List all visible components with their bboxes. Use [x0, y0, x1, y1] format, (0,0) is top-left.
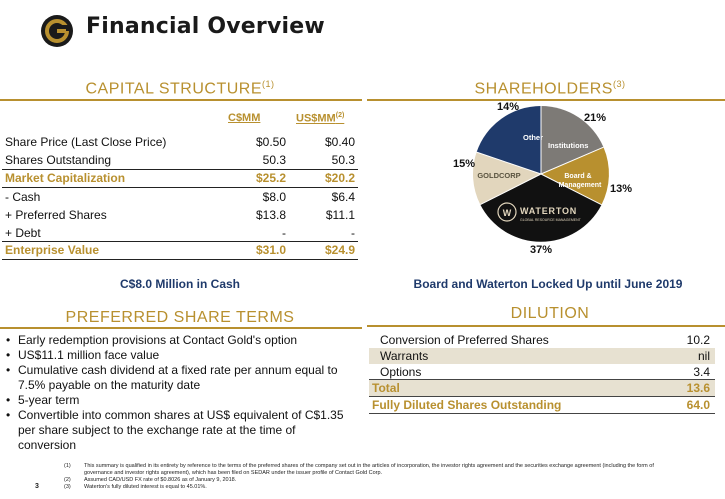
row-value: 10.2	[686, 333, 710, 347]
cad-value: 50.3	[262, 153, 286, 167]
usd-value: $24.9	[324, 243, 355, 257]
table-row	[369, 348, 715, 364]
table-row	[2, 224, 358, 242]
row-label: Fully Diluted Shares Outstanding	[372, 398, 562, 412]
slice-label-board: Board &	[564, 173, 592, 180]
capital-structure-rule	[0, 99, 362, 101]
table-row	[2, 133, 358, 151]
table-row	[369, 364, 715, 380]
slice-label-other: Other	[523, 133, 544, 142]
footnote: (3) Waterton's fully diluted interest is equal to 45.01%.	[64, 484, 207, 490]
cash-caption: C$8.0 Million in Cash	[119, 277, 241, 291]
preferred-terms-heading: PREFERRED SHARE TERMS	[65, 309, 295, 326]
pct-institutions: 21%	[584, 112, 607, 124]
divider	[369, 413, 715, 414]
list-item: • Cumulative cash dividend at a fixed rate per annum equal to 7.5% payable on the maturity date	[6, 363, 356, 393]
usd-column-header: US$MM$^{(2)}$	[296, 112, 345, 125]
list-item: • Early redemption provisions at Contact Gold's option	[6, 333, 356, 348]
row-label: Share Price (Last Close Price)	[5, 135, 167, 149]
cad-value: -	[282, 226, 286, 240]
usd-value: -	[351, 226, 355, 240]
dilution-heading: DILUTION	[510, 305, 590, 322]
footnote: (1) This summary is qualified in its entirety by reference to the terms of the preferred shares of the company set out in the articles of incorporation, the investor rights agreement and the securities exchange agreement (including the form of governance and investor rights agreement), which has been filed on SEDAR under the issuer profile of Contact Gold Corp.	[64, 463, 654, 476]
usd-value: 50.3	[331, 153, 355, 167]
list-item: • US$11.1 million face value	[6, 348, 356, 363]
slice-sublabel-waterton: GLOBAL RESOURCE MANAGEMENT	[520, 218, 581, 222]
row-label: Warrants	[380, 349, 429, 363]
slice-label-management: Management	[558, 182, 602, 189]
row-label: Enterprise Value	[5, 243, 100, 257]
table-row	[2, 151, 358, 169]
row-label: + Debt	[5, 226, 41, 240]
preferred-terms-list	[6, 333, 356, 453]
pct-waterton: 37%	[530, 244, 553, 256]
row-label: - Cash	[5, 190, 41, 204]
lockup-caption: Board and Waterton Locked Up until June 2019	[413, 277, 683, 291]
shareholders-pie-chart	[440, 98, 640, 258]
cad-value: $25.2	[255, 171, 286, 185]
row-label: Options	[380, 365, 422, 379]
table-row	[2, 241, 358, 259]
row-label: Total	[372, 381, 400, 395]
page-title: Financial Overview	[86, 14, 325, 39]
row-value: 3.4	[693, 365, 710, 379]
list-item: • 5-year term	[6, 393, 356, 408]
cad-value: $8.0	[262, 190, 286, 204]
slice-label-institutions: Institutions	[548, 141, 589, 150]
row-value: 64.0	[686, 398, 710, 412]
usd-value: $6.4	[331, 190, 355, 204]
cad-value: $13.8	[255, 208, 286, 222]
table-row	[2, 206, 358, 224]
cad-value: $0.50	[255, 135, 286, 149]
divider	[2, 259, 358, 260]
cad-column-header: C$MM	[228, 112, 261, 124]
table-row	[369, 332, 715, 348]
table-row	[2, 188, 358, 206]
table-row	[2, 169, 358, 187]
pct-other: 14%	[497, 101, 520, 113]
pct-board-management: 13%	[610, 183, 633, 195]
page-number: 3	[35, 483, 39, 490]
row-value: 13.6	[686, 381, 710, 395]
contact-gold-logo-icon	[40, 14, 74, 48]
row-label: + Preferred Shares	[5, 208, 107, 222]
preferred-terms-rule	[0, 327, 362, 329]
usd-value: $20.2	[324, 171, 355, 185]
row-value: nil	[697, 349, 710, 363]
slice-label-goldcorp: GOLDCORP	[477, 171, 521, 180]
row-label: Conversion of Preferred Shares	[380, 333, 549, 347]
cad-value: $31.0	[255, 243, 286, 257]
pct-goldcorp: 15%	[453, 158, 476, 170]
svg-text:W: W	[502, 208, 512, 218]
usd-value: $0.40	[324, 135, 355, 149]
footnote: (2) Assumed CAD/USD FX rate of $0.8026 as of January 9, 2018.	[64, 477, 237, 483]
row-label: Market Capitalization	[5, 171, 126, 185]
dilution-rule	[367, 325, 725, 327]
shareholders-heading: SHAREHOLDERS$^{(3)}$	[474, 79, 626, 98]
table-row	[369, 380, 715, 396]
slice-label-waterton: WATERTON	[520, 206, 578, 216]
usd-value: $11.1	[325, 208, 355, 222]
footnotes	[64, 463, 664, 491]
table-row	[369, 397, 715, 413]
list-item: • Convertible into common shares at US$ equivalent of C$1.35 per share subject to the exchange rate at the time of conversion	[6, 408, 356, 453]
row-label: Shares Outstanding	[5, 153, 112, 167]
capital-structure-heading: CAPITAL STRUCTURE$^{(1)}$	[85, 79, 275, 98]
